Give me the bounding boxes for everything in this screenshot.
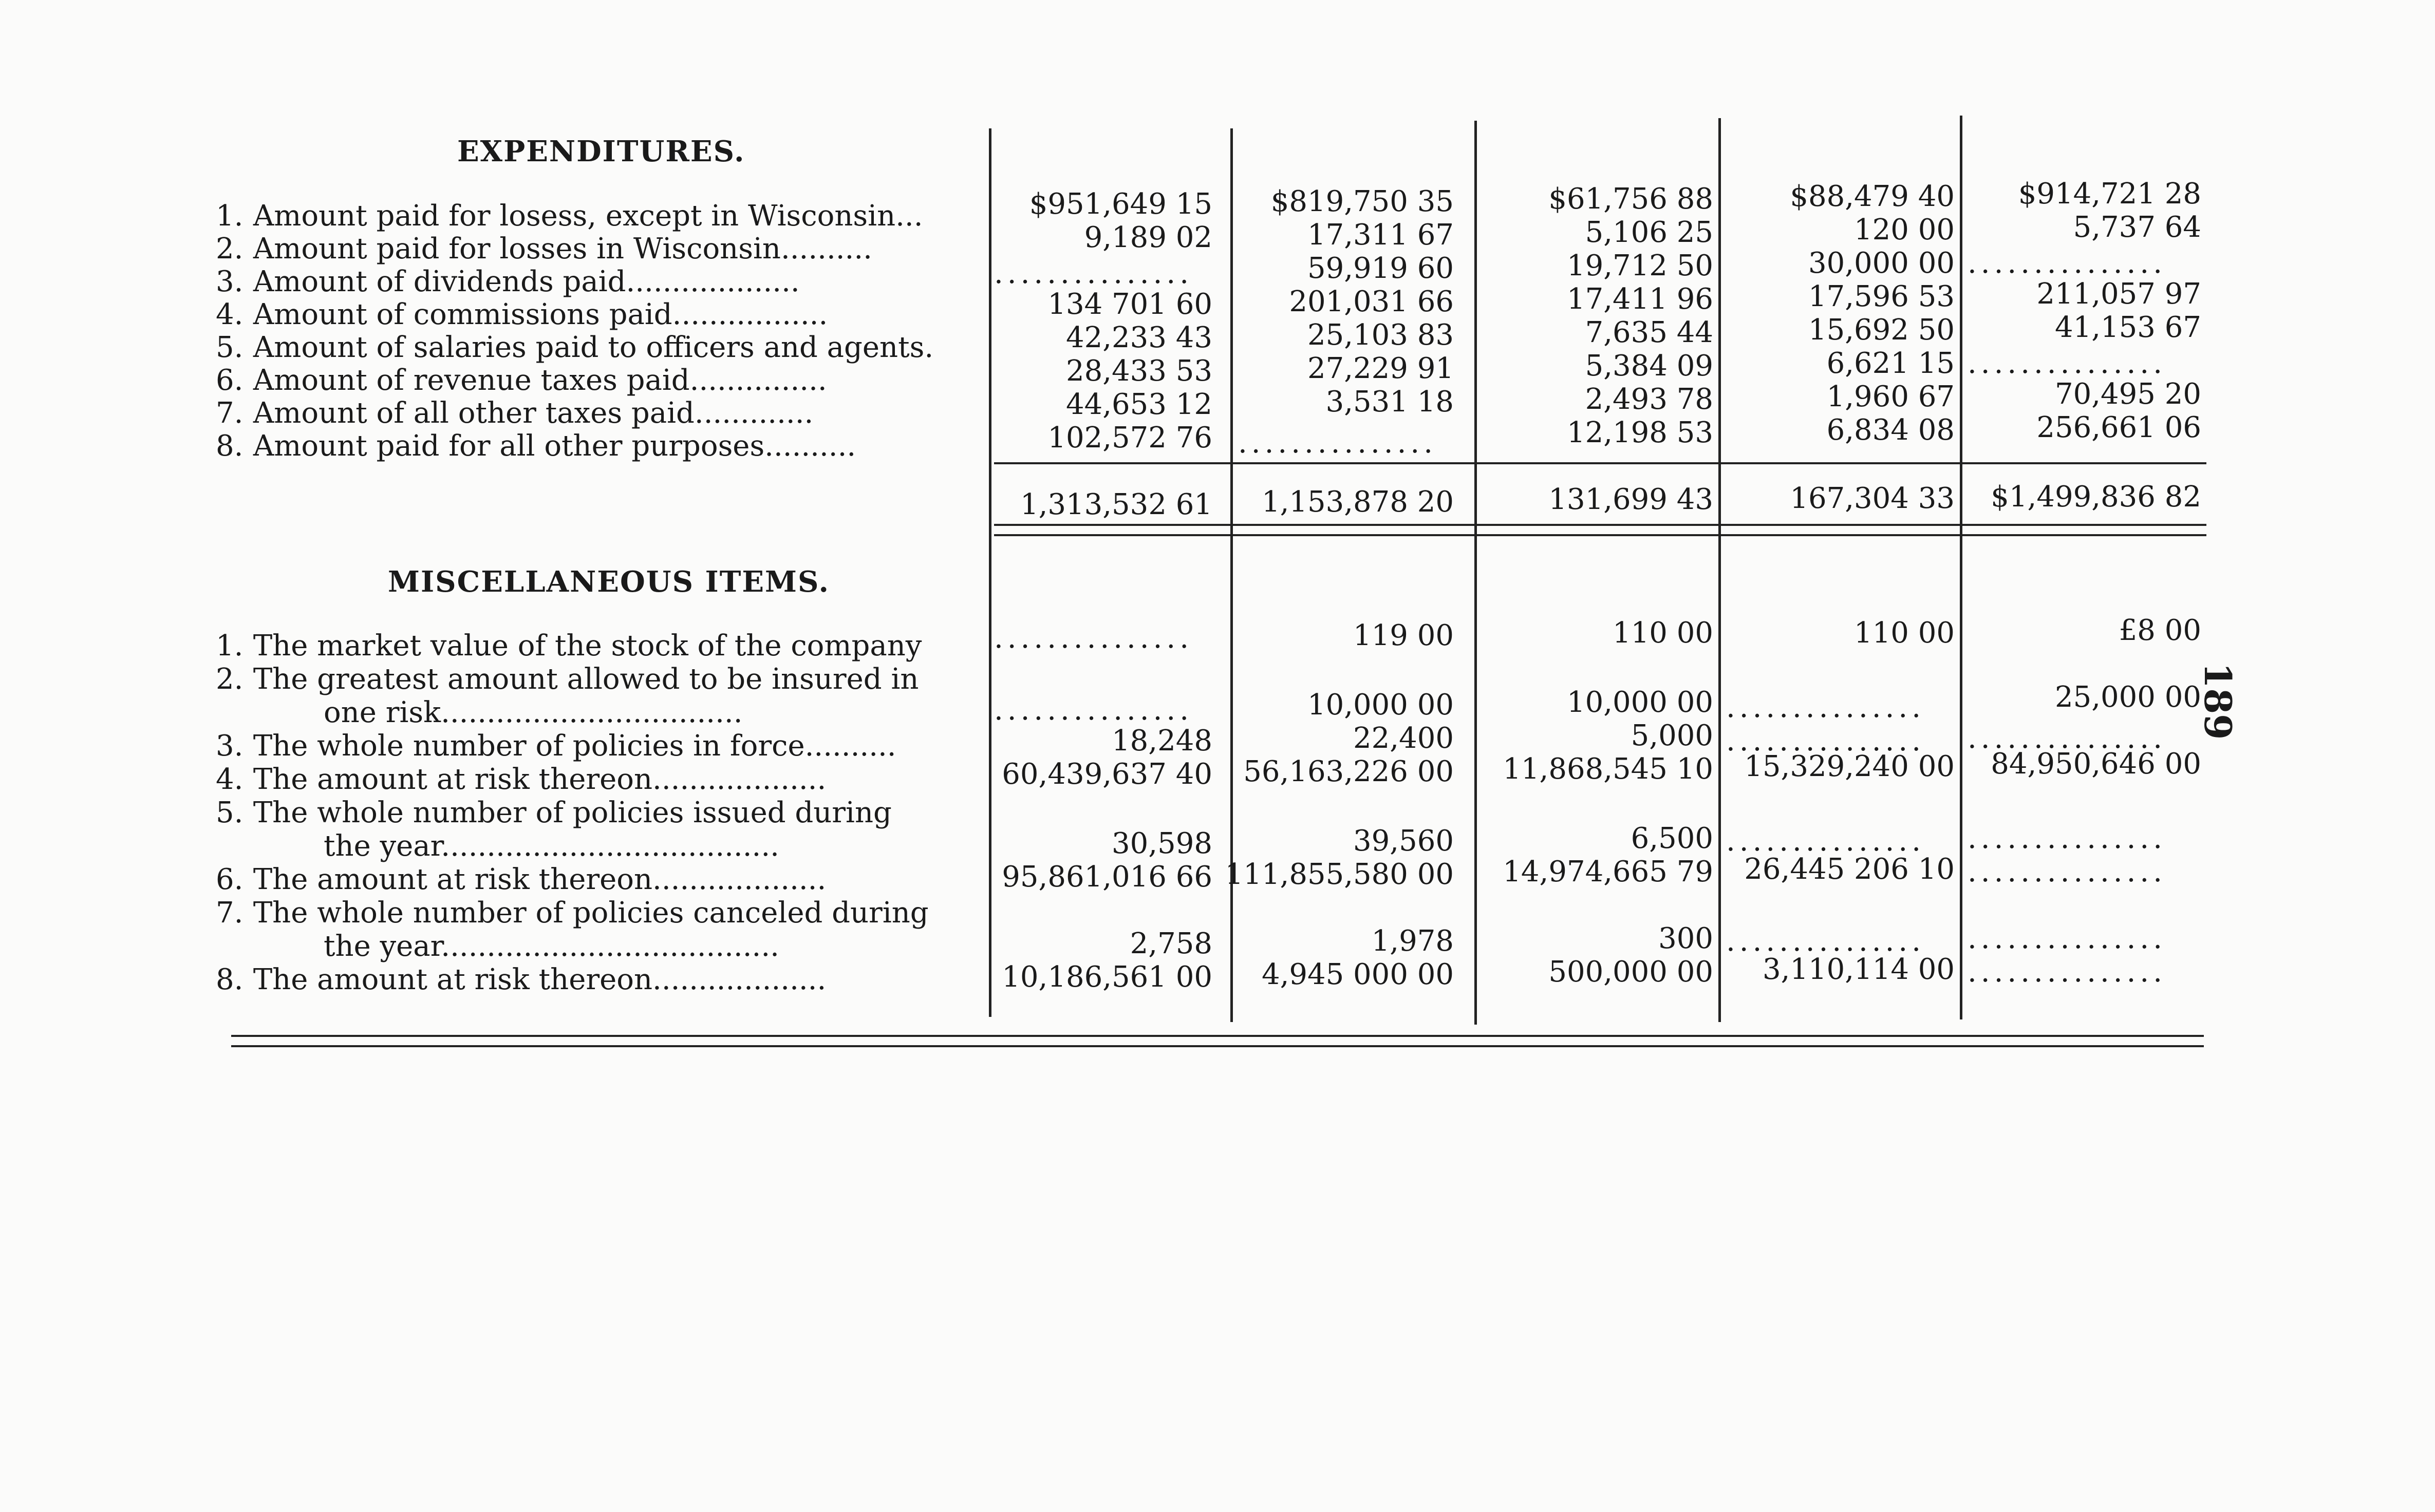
exp-cell: 12,198 53 bbox=[1566, 416, 1713, 449]
total-cell: $1,499,836 82 bbox=[1991, 480, 2201, 514]
total-cell: 1,313,532 61 bbox=[1020, 488, 1212, 521]
exp-cell: 134 701 60 bbox=[1047, 288, 1212, 321]
exp-row-label: 1. Amount paid for losess, except in Wisconsin... bbox=[216, 199, 923, 233]
exp-cell-empty: ............... bbox=[994, 257, 1193, 290]
misc-cell: 56,163,226 00 bbox=[1243, 755, 1454, 788]
misc-cell-empty: ............... bbox=[1968, 722, 2167, 755]
total-cell: 131,699 43 bbox=[1548, 483, 1713, 516]
expenditures-title: EXPENDITURES. bbox=[457, 135, 745, 168]
column-rule bbox=[1474, 121, 1477, 1025]
column-rule bbox=[1718, 118, 1721, 1022]
exp-cell: 9,189 02 bbox=[1084, 221, 1212, 254]
exp-cell: $914,721 28 bbox=[2018, 177, 2201, 211]
misc-cell: 95,861,016 66 bbox=[1002, 860, 1212, 894]
misc-cell: 111,855,580 00 bbox=[1225, 858, 1454, 891]
exp-cell: 6,621 15 bbox=[1826, 347, 1955, 380]
exp-cell: 2,493 78 bbox=[1585, 383, 1713, 416]
misc-cell: 25,000 00 bbox=[2054, 681, 2201, 714]
exp-cell: 27,229 91 bbox=[1307, 352, 1454, 385]
misc-cell: 10,000 00 bbox=[1566, 686, 1713, 719]
misc-cell: 14,974,665 79 bbox=[1503, 855, 1713, 889]
misc-row-label: 6. The amount at risk thereon................... bbox=[216, 863, 827, 896]
exp-cell-empty: ............... bbox=[1238, 426, 1437, 460]
exp-cell: 30,000 00 bbox=[1808, 247, 1955, 280]
misc-cell: 2,758 bbox=[1130, 927, 1212, 960]
exp-cell: 15,692 50 bbox=[1808, 313, 1955, 347]
misc-cell: 110 00 bbox=[1613, 616, 1713, 650]
misc-cell: 39,560 bbox=[1353, 824, 1454, 858]
misc-cell: 119 00 bbox=[1353, 619, 1454, 652]
exp-cell: $951,649 15 bbox=[1029, 187, 1212, 221]
misc-cell: 22,400 bbox=[1353, 722, 1454, 755]
misc-cell-empty: ............... bbox=[1726, 724, 1925, 758]
exp-cell: 7,635 44 bbox=[1585, 316, 1713, 349]
bottom-rule-bottom bbox=[231, 1045, 2204, 1047]
exp-cell: 70,495 20 bbox=[2054, 377, 2201, 411]
exp-row-label: 7. Amount of all other taxes paid............. bbox=[216, 396, 814, 430]
exp-cell: 5,737 64 bbox=[2073, 211, 2201, 244]
misc-cell-empty: ............... bbox=[1968, 922, 2167, 955]
exp-cell: 28,433 53 bbox=[1065, 354, 1212, 388]
misc-cell: 15,329,240 00 bbox=[1744, 750, 1955, 783]
misc-title: MISCELLANEOUS ITEMS. bbox=[388, 565, 830, 599]
misc-cell: 84,950,646 00 bbox=[1991, 747, 2201, 781]
exp-cell-empty: ............... bbox=[1968, 347, 2167, 380]
exp-cell: 120 00 bbox=[1854, 213, 1955, 247]
misc-cell: 6,500 bbox=[1631, 822, 1713, 855]
exp-cell: 201,031 66 bbox=[1289, 285, 1454, 318]
misc-row-label: 5. The whole number of policies issued during bbox=[216, 796, 892, 829]
misc-cell: 11,868,545 10 bbox=[1503, 752, 1713, 786]
misc-row-label: 1. The market value of the stock of the company bbox=[216, 629, 922, 663]
misc-cell: 10,186,561 00 bbox=[1002, 960, 1212, 994]
misc-cell: 26,445 206 10 bbox=[1744, 853, 1955, 886]
column-rule bbox=[1960, 116, 1962, 1019]
exp-cell: 3,531 18 bbox=[1325, 385, 1454, 419]
misc-cell-empty: ............... bbox=[1726, 691, 1925, 724]
misc-cell-empty: ............... bbox=[1968, 855, 2167, 889]
misc-row-label: 4. The amount at risk thereon................... bbox=[216, 763, 827, 796]
misc-cell: 500,000 00 bbox=[1548, 955, 1713, 989]
exp-row-label: 5. Amount of salaries paid to officers and agents. bbox=[216, 331, 934, 364]
total-cell: 167,304 33 bbox=[1790, 482, 1955, 515]
exp-cell: 5,384 09 bbox=[1585, 349, 1713, 383]
misc-cell: 4,945 000 00 bbox=[1261, 958, 1454, 991]
exp-cell: 25,103 83 bbox=[1307, 318, 1454, 352]
exp-cell: $61,756 88 bbox=[1548, 182, 1713, 216]
misc-row-label-cont: one risk................................. bbox=[324, 696, 743, 729]
exp-row-label: 6. Amount of revenue taxes paid............... bbox=[216, 364, 827, 397]
column-rule bbox=[989, 128, 991, 1017]
misc-row-label-cont: the year..................................... bbox=[324, 829, 779, 863]
exp-cell: $819,750 35 bbox=[1270, 185, 1454, 218]
exp-cell: 6,834 08 bbox=[1826, 413, 1955, 447]
exp-cell: 44,653 12 bbox=[1065, 388, 1212, 421]
exp-cell: 41,153 67 bbox=[2054, 311, 2201, 344]
exp-row-label: 8. Amount paid for all other purposes.......... bbox=[216, 429, 856, 463]
misc-cell: 10,000 00 bbox=[1307, 688, 1454, 722]
misc-cell-empty: ............... bbox=[1968, 822, 2167, 855]
misc-cell: 110 00 bbox=[1854, 616, 1955, 650]
misc-cell-empty: ............... bbox=[1726, 824, 1925, 858]
misc-cell-empty: ............... bbox=[1968, 955, 2167, 989]
exp-cell: 19,712 50 bbox=[1566, 249, 1713, 282]
exp-cell: 17,596 53 bbox=[1808, 280, 1955, 313]
total-rule-top bbox=[994, 524, 2206, 526]
exp-cell: 256,661 06 bbox=[2036, 411, 2201, 444]
misc-cell: 30,598 bbox=[1112, 827, 1212, 860]
misc-cell-empty: ............... bbox=[994, 621, 1193, 655]
exp-row-label: 4. Amount of commissions paid................. bbox=[216, 298, 828, 331]
exp-cell: 5,106 25 bbox=[1585, 216, 1713, 249]
misc-cell: 18,248 bbox=[1112, 724, 1212, 758]
exp-cell: 42,233 43 bbox=[1065, 321, 1212, 354]
misc-cell: 3,110,114 00 bbox=[1762, 953, 1955, 986]
exp-cell: 17,311 67 bbox=[1307, 218, 1454, 252]
misc-cell: 5,000 bbox=[1631, 719, 1713, 752]
misc-cell-empty: ............... bbox=[994, 693, 1193, 727]
exp-cell: 102,572 76 bbox=[1047, 421, 1212, 455]
exp-cell: 1,960 67 bbox=[1826, 380, 1955, 413]
misc-cell: 60,439,637 40 bbox=[1002, 758, 1212, 791]
misc-row-label: 3. The whole number of policies in force.......... bbox=[216, 729, 896, 763]
misc-row-label-cont: the year..................................... bbox=[324, 930, 779, 963]
subtotal-rule bbox=[994, 462, 2206, 464]
misc-cell-empty: ............... bbox=[1726, 924, 1925, 958]
total-cell: 1,153,878 20 bbox=[1261, 485, 1454, 519]
exp-cell: 211,057 97 bbox=[2036, 277, 2201, 311]
misc-cell: £8 00 bbox=[2119, 614, 2201, 647]
exp-cell: 17,411 96 bbox=[1566, 282, 1713, 316]
bottom-rule-top bbox=[231, 1035, 2204, 1037]
misc-row-label: 8. The amount at risk thereon................... bbox=[216, 963, 827, 996]
misc-cell: 1,978 bbox=[1371, 924, 1454, 958]
exp-cell: 59,919 60 bbox=[1307, 252, 1454, 285]
misc-row-label: 2. The greatest amount allowed to be insured in bbox=[216, 663, 919, 696]
exp-cell-empty: ............... bbox=[1968, 247, 2167, 280]
page-number: 189 bbox=[2196, 663, 2240, 740]
exp-cell: $88,479 40 bbox=[1790, 180, 1955, 213]
exp-row-label: 3. Amount of dividends paid................... bbox=[216, 265, 800, 298]
misc-row-label: 7. The whole number of policies canceled during bbox=[216, 896, 929, 930]
exp-row-label: 2. Amount paid for losses in Wisconsin.......... bbox=[216, 232, 872, 266]
total-rule-bottom bbox=[994, 534, 2206, 536]
misc-cell: 300 bbox=[1658, 922, 1713, 955]
